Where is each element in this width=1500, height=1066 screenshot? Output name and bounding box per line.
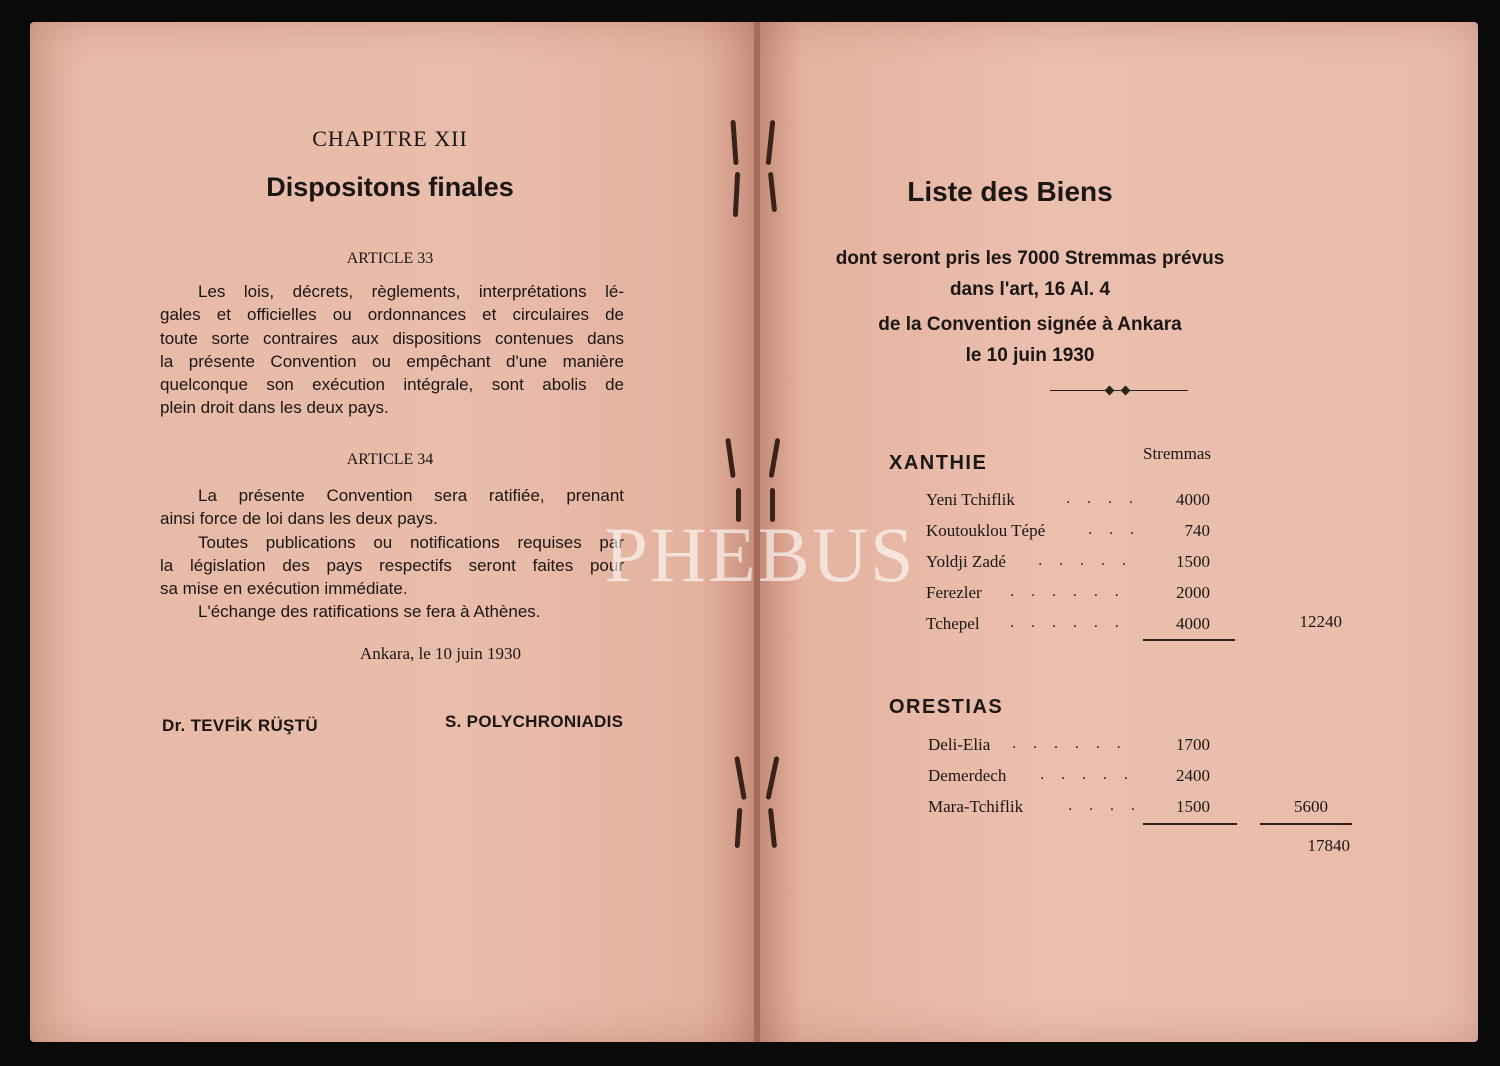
list-subtitle — [780, 242, 1280, 372]
subtitle-line: dans l'art, 16 Al. 4 — [949, 279, 1111, 300]
signatory-turkey: Dr. TEVFİK RÜŞTÜ — [162, 716, 318, 735]
region-xanthie: XANTHIE — [889, 452, 988, 474]
leader-dots: . . . . . . — [1010, 583, 1125, 600]
text-line: la législation des pays respectifs seront faites pour — [160, 555, 624, 575]
article-33-text — [160, 280, 624, 420]
sum-rule — [1143, 823, 1237, 825]
item-name: Ferezler — [926, 583, 982, 602]
leader-dots: . . . . — [1068, 797, 1142, 814]
text-line: la présente Convention ou empêchant d'une manière — [160, 351, 624, 371]
item-name: Yoldji Zadé — [926, 552, 1006, 571]
item-value: 4000 — [1176, 490, 1210, 509]
item-value: 4000 — [1176, 614, 1210, 633]
chapter-title: Dispositons finales — [266, 172, 514, 202]
leader-dots: . . . . . . — [1012, 735, 1127, 752]
chapter-heading: CHAPITRE XII — [312, 126, 468, 151]
region-orestias: ORESTIAS — [889, 696, 1004, 718]
list-item — [926, 490, 1246, 521]
text-line: La présente Convention sera ratifiée, prenant — [198, 486, 624, 505]
signatory-greece: S. POLYCHRONIADIS — [445, 712, 624, 731]
text-line: plein droit dans les deux pays. — [160, 398, 389, 418]
text-line: gales et officielles ou ordonnances et circulaires de — [160, 305, 624, 325]
leader-dots: . . . — [1088, 521, 1141, 538]
xanthie-subtotal: 12240 — [1299, 612, 1342, 631]
xanthie-list — [926, 490, 1246, 645]
unit-column-header: Stremmas — [1143, 444, 1211, 463]
ornamental-rule — [1050, 386, 1188, 396]
item-name: Koutouklou Tépé — [926, 521, 1046, 540]
article-33-heading: ARTICLE 33 — [346, 250, 434, 267]
item-name: Tchepel — [926, 614, 980, 633]
orestias-subtotal: 5600 — [1294, 797, 1328, 816]
sum-rule — [1143, 639, 1235, 641]
article-34-text — [160, 484, 624, 624]
list-item — [926, 521, 1246, 552]
item-value: 1700 — [1176, 735, 1210, 754]
text-line: L'échange des ratifications se fera à Athènes. — [198, 602, 541, 622]
item-name: Demerdech — [928, 766, 1007, 785]
text-line: quelconque son exécution intégrale, sont abolis de — [160, 375, 624, 395]
leader-dots: . . . . — [1066, 490, 1140, 507]
item-value: 1500 — [1176, 552, 1210, 571]
list-item — [928, 735, 1246, 766]
article-34-heading: ARTICLE 34 — [346, 451, 434, 468]
text-line: Toutes publications ou notifications requises par — [198, 532, 624, 552]
watermark: PHEBUS — [604, 511, 916, 598]
text-line: toute sorte contraires aux dispositions contenues dans — [160, 328, 624, 348]
leader-dots: . . . . . . — [1010, 614, 1125, 631]
list-title: Liste des Biens — [907, 176, 1113, 207]
item-name: Deli-Elia — [928, 735, 991, 754]
item-value: 2000 — [1176, 583, 1210, 602]
list-item — [928, 766, 1246, 797]
item-value: 2400 — [1176, 766, 1210, 785]
item-value: 1500 — [1176, 797, 1210, 816]
item-name: Yeni Tchiflik — [926, 490, 1015, 509]
leader-dots: . . . . . — [1040, 766, 1135, 783]
subtitle-line: le 10 juin 1930 — [965, 345, 1095, 366]
text-line: Les lois, décrets, règlements, interprétations lé- — [198, 282, 624, 301]
list-item — [926, 552, 1246, 583]
sum-rule — [1260, 823, 1352, 825]
item-name: Mara-Tchiflik — [928, 797, 1024, 816]
list-item — [926, 583, 1246, 614]
leader-dots: . . . . . — [1038, 552, 1133, 569]
orestias-list — [928, 735, 1246, 828]
place-date: Ankara, le 10 juin 1930 — [360, 644, 521, 663]
item-value: 740 — [1184, 521, 1210, 540]
subtitle-line: de la Convention signée à Ankara — [878, 314, 1182, 335]
subtitle-line: dont seront pris les 7000 Stremmas prévus — [835, 248, 1225, 269]
text-line: ainsi force de loi dans les deux pays. — [160, 509, 438, 529]
text-line: sa mise en exécution immédiate. — [160, 579, 408, 599]
grand-total: 17840 — [1307, 836, 1350, 855]
